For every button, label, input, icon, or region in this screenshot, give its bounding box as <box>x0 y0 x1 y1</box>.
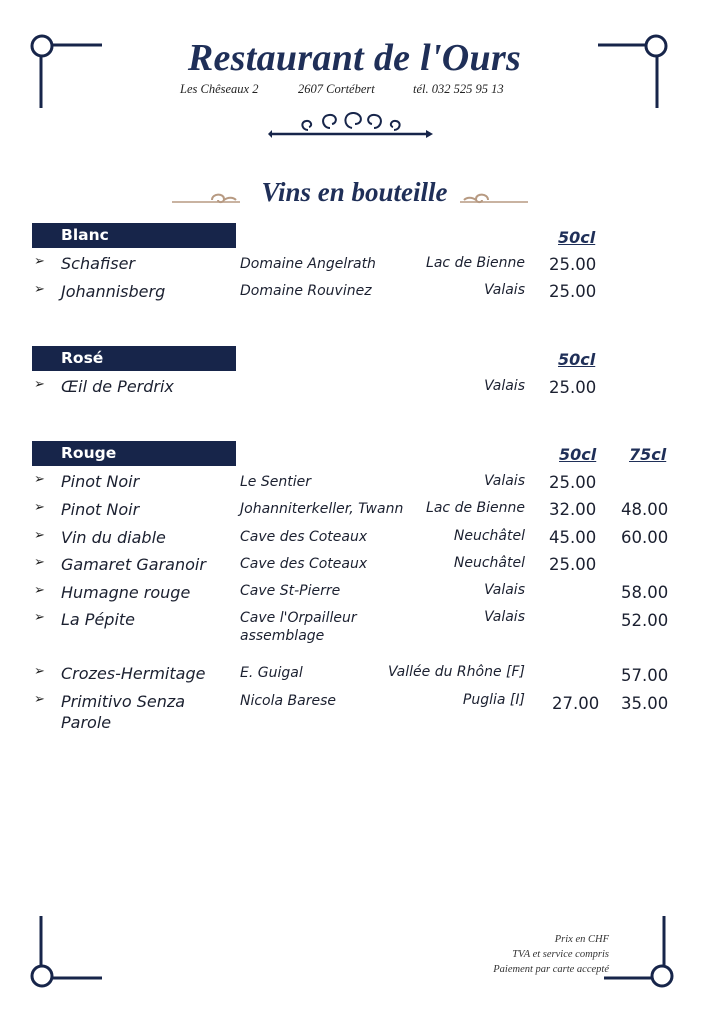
price-50cl: 25.00 <box>549 255 597 274</box>
wine-region: Lac de Bienne <box>426 500 525 516</box>
bullet-icon: ➢ <box>34 254 45 269</box>
wine-region: Lac de Bienne <box>426 255 525 271</box>
wine-producer: Cave des Coteaux <box>240 556 368 572</box>
wine-producer: Johanniterkeller, Twann <box>240 501 404 517</box>
wine-region: Valais <box>484 378 525 394</box>
wine-region: Neuchâtel <box>453 528 525 544</box>
price-50cl: 25.00 <box>549 282 597 301</box>
subtitle-flourish-right <box>460 190 530 206</box>
wine-name: Œil de Perdrix <box>61 377 174 396</box>
corner-ornament-bottom-left <box>28 912 108 992</box>
wine-region: Vallée du Rhône [F] <box>387 664 525 680</box>
phone-number: tél. 032 525 95 13 <box>413 82 504 96</box>
wine-producer: Le Sentier <box>240 474 311 490</box>
wine-region: Neuchâtel <box>453 555 525 571</box>
wine-region: Valais <box>484 609 525 625</box>
price-75cl: 60.00 <box>621 528 669 547</box>
address-street: Les Chêseaux 2 <box>180 82 259 96</box>
bullet-icon: ➢ <box>34 555 45 570</box>
wine-producer: E. Guigal <box>240 665 303 681</box>
footer-currency: Prix en CHF <box>554 934 609 945</box>
wine-name: Crozes-Hermitage <box>61 664 206 683</box>
wine-name: La Pépite <box>61 610 136 629</box>
scroll-flourish-ornament <box>268 108 438 142</box>
wine-name: Pinot Noir <box>61 500 140 519</box>
price-50cl: 32.00 <box>549 500 597 519</box>
price-50cl: 27.00 <box>552 694 600 713</box>
footer-notes <box>493 932 609 977</box>
column-header-50cl: 50cl <box>558 350 596 369</box>
wine-producer-detail: assemblage <box>240 628 325 644</box>
price-75cl: 57.00 <box>621 666 669 685</box>
footer-vat: TVA et service compris <box>512 949 609 960</box>
wine-producer: Cave St-Pierre <box>240 583 341 599</box>
bullet-icon: ➢ <box>34 692 45 707</box>
wine-name: Gamaret Garanoir <box>61 555 206 574</box>
wine-region: Valais <box>484 582 525 598</box>
wine-name: Humagne rouge <box>61 583 191 602</box>
price-50cl: 25.00 <box>549 378 597 397</box>
column-header-50cl: 50cl <box>558 228 596 247</box>
wine-name: Schafiser <box>61 254 135 273</box>
price-50cl: 25.00 <box>549 473 597 492</box>
bullet-icon: ➢ <box>34 528 45 543</box>
bullet-icon: ➢ <box>34 610 45 625</box>
restaurant-title: Restaurant de l'Ours <box>187 37 522 79</box>
section-header-blanc: Blanc <box>32 223 236 248</box>
wine-region: Puglia [I] <box>462 692 525 708</box>
bullet-icon: ➢ <box>34 377 45 392</box>
wine-name: Vin du diable <box>61 528 166 547</box>
wine-name: Pinot Noir <box>61 472 140 491</box>
price-50cl: 45.00 <box>549 528 597 547</box>
wine-name-continued: Parole <box>61 713 112 732</box>
section-header-rouge: Rouge <box>32 441 236 466</box>
corner-ornament-bottom-right <box>604 912 684 992</box>
bullet-icon: ➢ <box>34 583 45 598</box>
address-postcode-city: 2607 Cortébert <box>298 82 375 96</box>
section-header-rose: Rosé <box>32 346 236 371</box>
column-header-75cl: 75cl <box>629 445 667 464</box>
wine-region: Valais <box>484 473 525 489</box>
column-header-50cl: 50cl <box>559 445 597 464</box>
wine-producer: Cave l'Orpailleur <box>240 610 357 626</box>
wine-name: Primitivo Senza <box>61 692 186 711</box>
price-75cl: 35.00 <box>621 694 669 713</box>
wine-region: Valais <box>484 282 525 298</box>
price-75cl: 48.00 <box>621 500 669 519</box>
wine-producer: Nicola Barese <box>240 693 337 709</box>
price-75cl: 52.00 <box>621 611 669 630</box>
bullet-icon: ➢ <box>34 500 45 515</box>
wine-producer: Cave des Coteaux <box>240 529 368 545</box>
footer-payment: Paiement par carte accepté <box>493 964 609 975</box>
price-75cl: 58.00 <box>621 583 669 602</box>
wine-producer: Domaine Rouvinez <box>240 283 372 299</box>
bullet-icon: ➢ <box>34 282 45 297</box>
wine-name: Johannisberg <box>61 282 166 301</box>
wine-producer: Domaine Angelrath <box>240 256 376 272</box>
bullet-icon: ➢ <box>34 664 45 679</box>
section-subtitle: Vins en bouteille <box>261 177 448 207</box>
price-50cl: 25.00 <box>549 555 597 574</box>
bullet-icon: ➢ <box>34 472 45 487</box>
